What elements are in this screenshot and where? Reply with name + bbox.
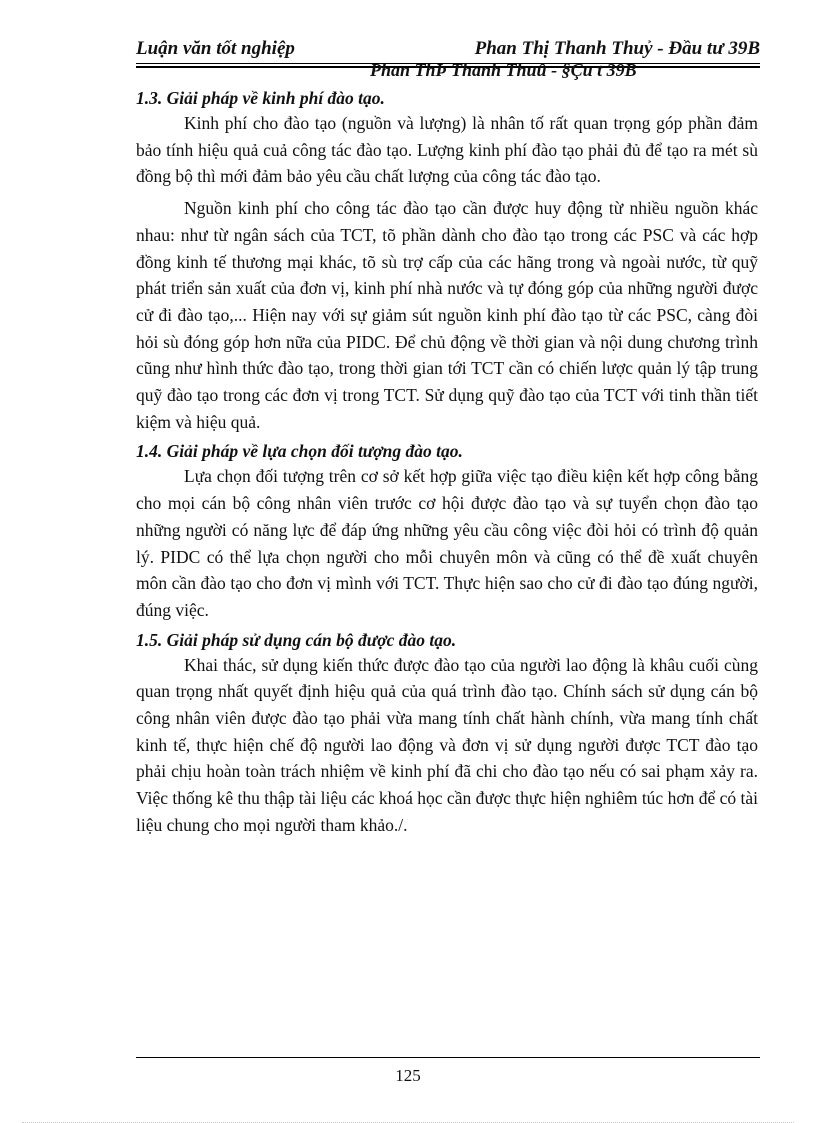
paragraph: Lựa chọn đối tượng trên cơ sở kết hợp giữa việc tạo điều kiện kết hợp công bằng cho mọi cán bộ công nhân viên trước cơ hội được đào tạo và sự tuyển chọn đào tạo những người có năng lực để đáp ứng những yêu cầu công việc đòi hỏi có trình độ quản lý. PIDC có thể lựa chọn người cho mỗi chuyên môn và cũng có thể đề xuất chuyên môn cần đào tạo cho đơn vị mình với TCT. Thực hiện sao cho cử đi đào tạo đúng người, đúng việc.: [136, 466, 758, 620]
page-number: 125: [395, 1066, 421, 1085]
paragraph: Khai thác, sử dụng kiến thức được đào tạo của người lao động là khâu cuối cùng quan trọng nhất quyết định hiệu quả của quá trình đào tạo. Chính sách sử dụng cán bộ công nhân viên được đào tạo phải vừa mang tính chất hành chính, vừa mang tính chất kinh tế, thực hiện chế độ người lao động và đơn vị sử dụng người được TCT đào tạo phải chịu hoàn toàn trách nhiệm về kinh phí đã chi cho đào tạo nếu có sai phạm xảy ra. Việc thống kê thu thập tài liệu các khoá học cần được thực hiện nghiêm túc hơn để có tài liệu chung cho mọi người tham khảo./.: [136, 654, 758, 835]
footer-rule: [136, 1057, 760, 1058]
header-author: Phan Thị Thanh Thuỷ - Đầu tư 39B: [474, 38, 760, 59]
page-header: [136, 38, 760, 62]
document-body: [136, 86, 758, 839]
section-heading: 1.5. Giải pháp sử dụng cán bộ được đào tạo.: [136, 629, 457, 650]
header-watermark: Phan ThÞ Thanh Thuû - §Çu t 39B: [370, 60, 637, 80]
section-heading: 1.3. Giải pháp về kinh phí đào tạo.: [136, 88, 385, 108]
section-heading: 1.4. Giải pháp về lựa chọn đối tượng đào tạo.: [136, 441, 463, 462]
paragraph: Kinh phí cho đào tạo (nguồn và lượng) là nhân tố rất quan trọng góp phần đảm bảo tính hiệu quả cuả công tác đào tạo. Lượng kinh phí đào tạo phải đủ để tạo ra mét sù đồng bộ thì mới đảm bảo yêu cầu chất lượng của công tác đào tạo.: [136, 113, 758, 187]
header-title: Luận văn tốt nghiệp: [136, 38, 295, 59]
paragraph: Nguồn kinh phí cho công tác đào tạo cần được huy động từ nhiều nguồn khác nhau: như từ ngân sách của TCT, tõ phần dành cho đào tạo trong các PSC và các hợp đồng kinh tế thương mại khác, tõ sù trợ cấp của các hãng trong và ngoài nước, từ quỹ phát triển sản xuất của đơn vị, kinh phí nhà nước và tự đóng góp của những người được cử đi đào tạo,... Hiện nay với sự giảm sút nguồn kinh phí đào tạo từ các PSC, càng đòi hỏi sù đóng góp hơn nữa của PIDC. Để chủ động về thời gian và nội dung chương trình cũng như hình thức đào tạo, trong thời gian tới TCT cần có chiến lược quản lý tập trung quỹ đào tạo trong các đơn vị trong TCT. Sử dụng quỹ đào tạo của TCT với tinh thần tiết kiệm và hiệu quả.: [136, 198, 758, 432]
